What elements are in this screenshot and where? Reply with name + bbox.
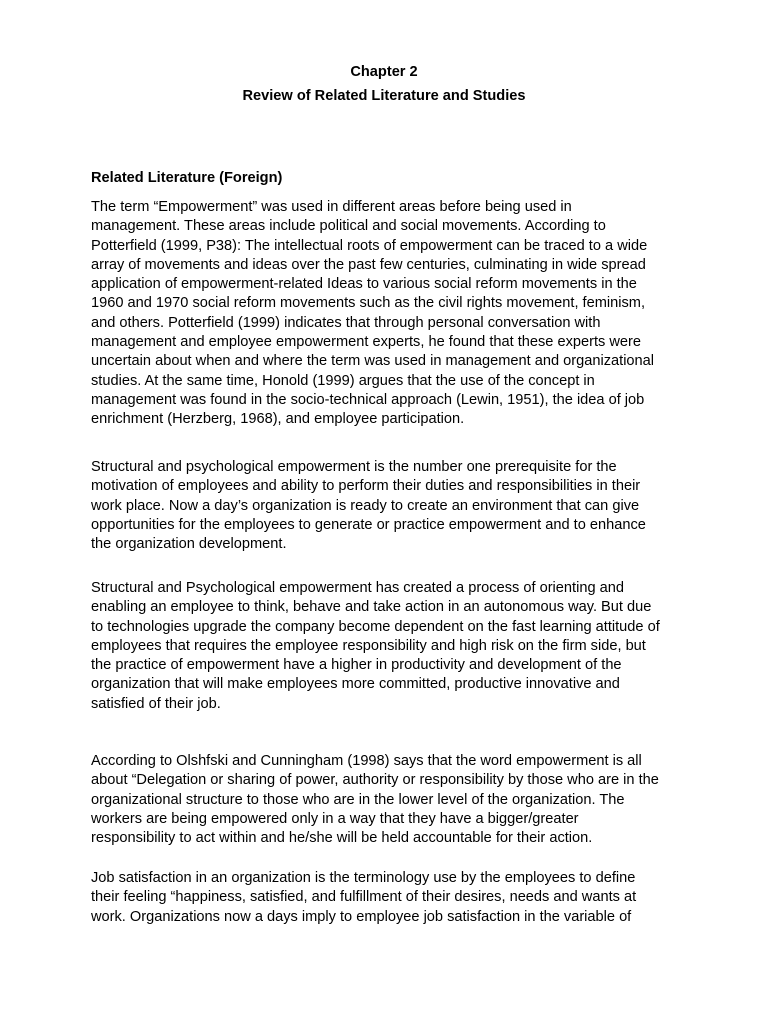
paragraph-2 xyxy=(91,458,691,554)
text-line: about “Delegation or sharing of power, authority or responsibility by those who are in the xyxy=(91,772,659,789)
paragraph-3 xyxy=(91,579,691,714)
text-line: motivation of employees and ability to perform their duties and responsibilities in their xyxy=(91,478,641,495)
text-line: work place. Now a day’s organization is ready to create an environment that can give xyxy=(91,497,640,514)
text-line: the organization development. xyxy=(91,536,287,553)
text-line: to technologies upgrade the company become dependent on the fast learning attitude of xyxy=(91,618,660,635)
chapter-title: Review of Related Literature and Studies xyxy=(242,88,526,104)
text-line: work. Organizations now a days imply to employee job satisfaction in the variable of xyxy=(91,908,632,925)
text-line: and others. Potterfield (1999) indicates that through personal conversation with xyxy=(91,314,601,331)
paragraph-4 xyxy=(91,752,691,848)
text-line: Potterfield (1999, P38): The intellectual roots of empowerment can be traced to a wide xyxy=(91,237,648,254)
text-line: application of empowerment-related Ideas to various social reform movements in the xyxy=(91,276,637,293)
text-line: their feeling “happiness, satisfied, and fulfillment of their desires, needs and wants at xyxy=(91,889,637,906)
text-line: enrichment (Herzberg, 1968), and employee participation. xyxy=(91,411,465,428)
text-line: the practice of empowerment have a higher in productivity and development of the xyxy=(91,657,622,674)
text-line: studies. At the same time, Honold (1999) argues that the use of the concept in xyxy=(91,372,595,389)
text-line: management was found in the socio-technical approach (Lewin, 1951), the idea of job xyxy=(91,391,645,408)
paragraph-5 xyxy=(91,869,691,927)
text-line: array of movements and ideas over the past few centuries, culminating in wide spread xyxy=(91,256,646,273)
text-line: 1960 and 1970 social reform movements such as the civil rights movement, feminism, xyxy=(91,295,645,312)
chapter-number: Chapter 2 xyxy=(350,64,418,80)
section-heading: Related Literature (Foreign) xyxy=(91,170,283,186)
paragraph-1 xyxy=(91,198,691,430)
text-line: Structural and Psychological empowerment has created a process of orienting and xyxy=(91,580,624,596)
text-line: organization that will make employees more committed, productive innovative and xyxy=(91,676,620,693)
text-line: uncertain about when and where the term was used in management and organizational xyxy=(91,353,655,370)
text-line: According to Olshfski and Cunningham (1998) says that the word empowerment is all xyxy=(91,753,642,769)
text-line: enabling an employee to think, behave and take action in an autonomous way. But due xyxy=(91,599,652,616)
text-line: responsibility to act within and he/she will be held accountable for their action. xyxy=(91,830,593,847)
text-line: satisfied of their job. xyxy=(91,695,221,712)
text-line: management. These areas include political and social movements. According to xyxy=(91,218,606,235)
text-line: employees that requires the employee responsibility and high risk on the firm side, but xyxy=(91,637,646,654)
text-line: Structural and psychological empowerment is the number one prerequisite for the xyxy=(91,459,617,475)
text-line: opportunities for the employees to generate or practice empowerment and to enhance xyxy=(91,516,646,533)
text-line: organizational structure to those who are in the lower level of the organization. The xyxy=(91,791,625,808)
text-line: The term “Empowerment” was used in different areas before being used in xyxy=(91,199,572,215)
text-line: workers are being empowered only in a way that they have a bigger/greater xyxy=(91,810,579,827)
text-line: Job satisfaction in an organization is the terminology use by the employees to define xyxy=(91,870,636,886)
text-line: management and employee empowerment experts, he found that these experts were xyxy=(91,334,642,351)
